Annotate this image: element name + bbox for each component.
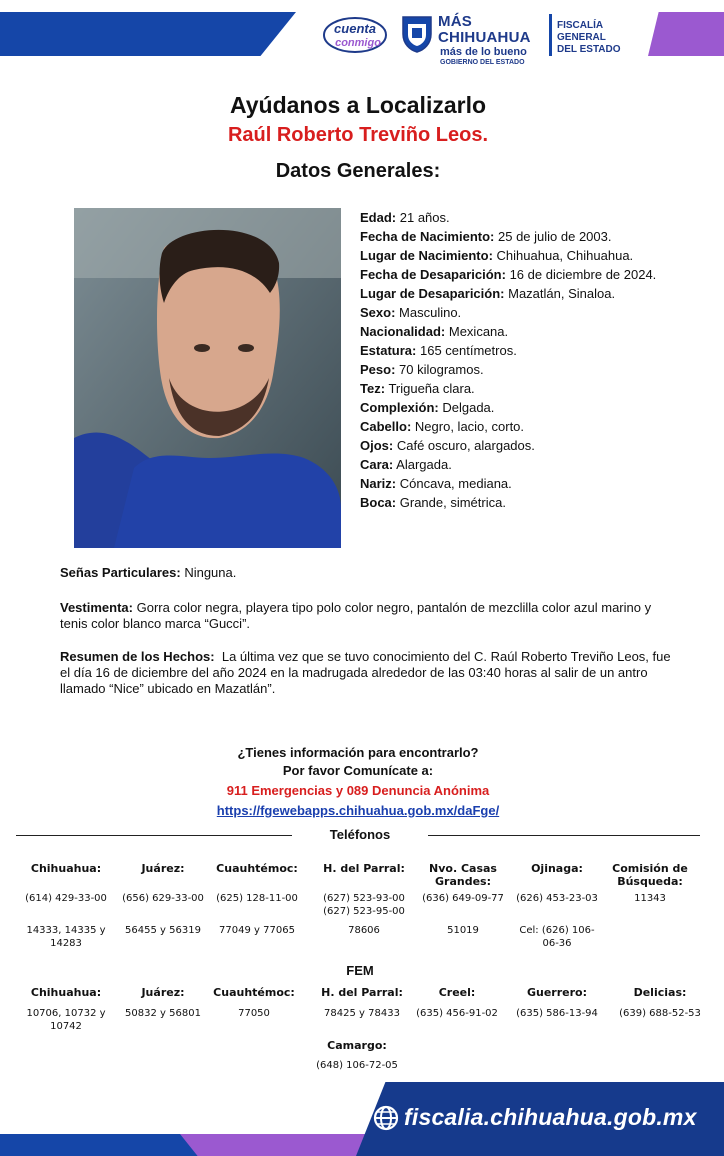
fem-col-delicias: Delicias: (639) 688-52-53 bbox=[619, 986, 701, 1019]
detail-complexion: Complexión: Delgada. bbox=[360, 400, 495, 415]
detail-cabello: Cabello: Negro, lacio, corto. bbox=[360, 419, 525, 434]
detail-sexo: Sexo: Masculino. bbox=[360, 305, 462, 320]
footer-website[interactable]: fiscalia.chihuahua.gob.mx bbox=[404, 1104, 697, 1130]
tel-col-comision-busqueda: Comisión de Búsqueda: 11343 bbox=[612, 862, 688, 904]
tel-col-cuauhtemoc: Cuauhtémoc: (625) 128-11-00 77049 y 77065 bbox=[216, 862, 298, 936]
fem-col-chihuahua: Chihuahua: 10706, 10732 y 10742 bbox=[26, 986, 106, 1032]
telefonos-title: Teléfonos bbox=[329, 827, 391, 842]
detail-edad: Edad: 21 años. bbox=[360, 210, 450, 225]
page-title: Ayúdanos a Localizarlo bbox=[229, 92, 487, 118]
fem-col-parral: H. del Parral: 78425 y 78433 bbox=[321, 986, 403, 1019]
svg-text:cuenta: cuenta bbox=[334, 21, 376, 36]
contact-link-wrap bbox=[0, 802, 716, 820]
detail-nacionalidad: Nacionalidad: Mexicana. bbox=[360, 324, 509, 339]
fge-link[interactable]: https://fgewebapps.chihuahua.gob.mx/daFge/ bbox=[216, 803, 500, 818]
fem-col-guerrero: Guerrero: (635) 586-13-94 bbox=[516, 986, 598, 1019]
detail-boca: Boca: Grande, simétrica. bbox=[360, 495, 506, 510]
section-title: Datos Generales: bbox=[275, 160, 441, 182]
fem-col-cuauhtemoc: Cuauhtémoc: 77050 bbox=[213, 986, 295, 1019]
detail-nariz: Nariz: Cóncava, mediana. bbox=[360, 476, 512, 491]
fem-title: FEM bbox=[346, 963, 374, 978]
fiscalia-line2: DEL ESTADO bbox=[557, 44, 621, 55]
tel-col-chihuahua: Chihuahua: (614) 429-33-00 14333, 14335 y 14283 bbox=[25, 862, 107, 949]
svg-text:conmigo: conmigo bbox=[335, 37, 381, 49]
resumen-hechos: Resumen de los Hechos: La última vez que se tuvo conocimiento del C. Raúl Roberto Treviño Leos, fue el día 16 de diciembre del año 2024 en la madrugada alrededor de las 03:40 horas al salir de un antro llamado “Nice” ubicado en Mazatlán”. bbox=[60, 649, 671, 696]
detail-lugar-nacimiento: Lugar de Nacimiento: Chihuahua, Chihuahua. bbox=[360, 248, 634, 263]
detail-lugar-desaparicion: Lugar de Desaparición: Mazatlán, Sinaloa. bbox=[360, 286, 616, 301]
contact-question: ¿Tienes información para encontrarlo? bbox=[237, 745, 479, 760]
emergency-numbers: 911 Emergencias y 089 Denuncia Anónima bbox=[226, 783, 490, 798]
tel-col-nuevo-casas-grandes: Nvo. Casas Grandes: (636) 649-09-77 51019 bbox=[422, 862, 504, 936]
detail-fecha-nacimiento: Fecha de Nacimiento: 25 de julio de 2003. bbox=[360, 229, 612, 244]
mas-chihuahua-line2: más de lo bueno bbox=[440, 46, 527, 58]
tel-col-parral: H. del Parral: (627) 523-93-00 (627) 523-95-00 78606 bbox=[323, 862, 405, 936]
fiscalia-logo bbox=[557, 20, 645, 56]
person-name: Raúl Roberto Treviño Leos. bbox=[227, 124, 489, 146]
general-data-list bbox=[360, 208, 660, 512]
detail-cara: Cara: Alargada. bbox=[360, 457, 452, 472]
contact-please: Por favor Comunícate a: bbox=[282, 763, 434, 778]
senas-particulares: Señas Particulares: Ninguna. bbox=[60, 565, 237, 580]
cuenta-conmigo-logo bbox=[322, 14, 388, 54]
globe-icon bbox=[372, 1104, 400, 1132]
fem-col-creel: Creel: (635) 456-91-02 bbox=[416, 986, 498, 1019]
vestimenta: Vestimenta: Gorra color negra, playera tipo polo color negro, pantalón de mezclilla color azul marino y tenis color blanco marca “Gucci”. bbox=[60, 600, 652, 631]
logo-divider bbox=[549, 14, 552, 56]
telefonos-rule-left bbox=[16, 835, 292, 836]
mas-chihuahua-logo bbox=[438, 13, 546, 66]
fiscalia-line1: FISCALÍA GENERAL bbox=[557, 20, 606, 43]
missing-person-photo bbox=[74, 208, 341, 548]
mas-chihuahua-line3: GOBIERNO DEL ESTADO bbox=[440, 59, 525, 66]
telefonos-rule-right bbox=[428, 835, 700, 836]
detail-fecha-desaparicion: Fecha de Desaparición: 16 de diciembre de 2024. bbox=[360, 267, 657, 282]
fem-camargo: Camargo: (648) 106-72-05 bbox=[316, 1039, 398, 1071]
state-shield-icon bbox=[400, 14, 434, 54]
header-blue-band bbox=[0, 12, 296, 56]
detail-estatura: Estatura: 165 centímetros. bbox=[360, 343, 517, 358]
footer-blue-band bbox=[0, 1134, 200, 1156]
detail-peso: Peso: 70 kilogramos. bbox=[360, 362, 484, 377]
detail-ojos: Ojos: Café oscuro, alargados. bbox=[360, 438, 535, 453]
mas-chihuahua-line1: MÁS CHIHUAHUA bbox=[438, 13, 531, 46]
tel-col-ojinaga: Ojinaga: (626) 453-23-03 Cel: (626) 106-06-36 bbox=[516, 862, 598, 949]
fem-col-juarez: Juárez: 50832 y 56801 bbox=[125, 986, 201, 1019]
detail-tez: Tez: Trigueña clara. bbox=[360, 381, 475, 396]
tel-col-juarez: Juárez: (656) 629-33-00 56455 y 56319 bbox=[122, 862, 204, 936]
header-purple-band bbox=[648, 12, 724, 56]
